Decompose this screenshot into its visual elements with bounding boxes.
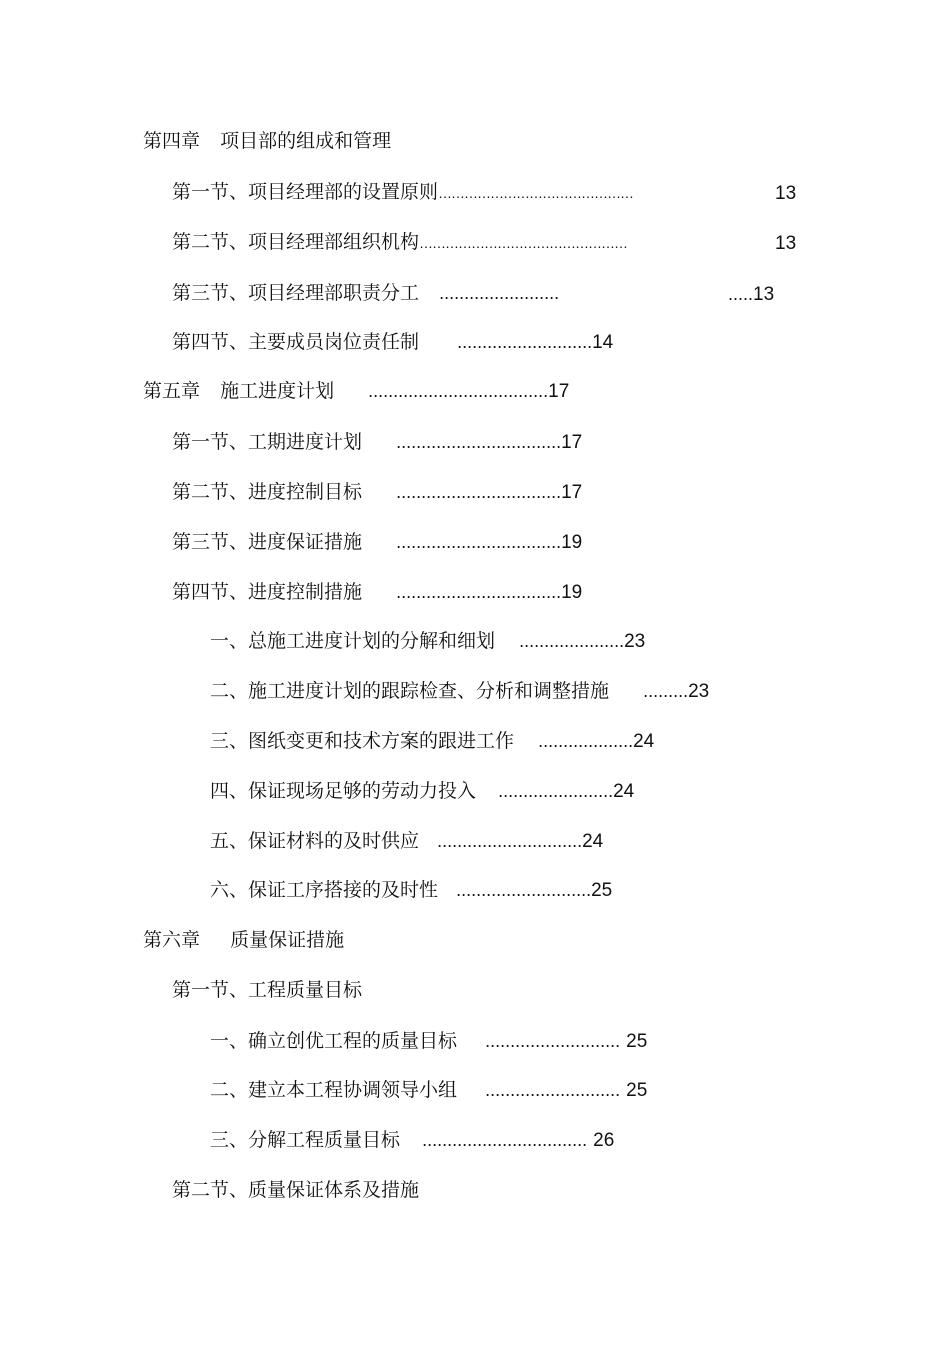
- chapter-5-title: 施工进度计划: [220, 380, 335, 402]
- toc-entry-page-group: [728, 281, 774, 307]
- toc-leader: .............................: [437, 831, 583, 851]
- toc-entry-label: 第四节、进度控制措施: [172, 581, 363, 603]
- toc-subitem: [210, 1127, 614, 1153]
- toc-subitem: [210, 728, 654, 754]
- toc-page-number: 23: [624, 631, 646, 652]
- toc-leader: ...........................: [485, 1080, 621, 1100]
- toc-entry-label: 二、施工进度计划的跟踪检查、分析和调整措施: [210, 680, 610, 702]
- chapter-5-heading: [143, 378, 569, 404]
- toc-subitem: [210, 778, 634, 804]
- toc-entry-label: 第三节、项目经理部职责分工: [172, 282, 420, 304]
- toc-page-number: 19: [561, 532, 583, 553]
- toc-subitem: [210, 877, 612, 903]
- toc-entry: [172, 1177, 419, 1203]
- toc-page-number: 24: [613, 781, 635, 802]
- toc-leader: .................................: [396, 432, 562, 452]
- toc-entry-label: 第二节、质量保证体系及措施: [172, 1179, 420, 1201]
- toc-leader: .................................: [396, 532, 562, 552]
- toc-entry: [172, 529, 582, 555]
- chapter-4-heading: [143, 128, 391, 154]
- toc-entry-label: 四、保证现场足够的劳动力投入: [210, 780, 477, 802]
- toc-page-number: 13: [775, 183, 797, 204]
- toc-page-number: 24: [633, 731, 655, 752]
- toc-entry: [172, 579, 582, 605]
- toc-leader: ....................................: [368, 381, 549, 401]
- toc-leader: .................................: [396, 582, 562, 602]
- chapter-5-number: 第五章: [143, 380, 201, 402]
- toc-entry-label: 一、总施工进度计划的分解和细划: [210, 630, 496, 652]
- chapter-6-number: 第六章: [143, 929, 201, 951]
- toc-page-number: 14: [592, 332, 614, 353]
- toc-leader: .....: [728, 284, 754, 304]
- toc-subitem: [210, 678, 709, 704]
- toc-leader: .......................: [498, 781, 614, 801]
- toc-page-number: 17: [561, 432, 583, 453]
- toc-entry: [172, 280, 559, 306]
- toc-entry-label: 第一节、工程质量目标: [172, 979, 363, 1001]
- toc-entry-label: 三、分解工程质量目标: [210, 1129, 401, 1151]
- toc-entry-label: 二、建立本工程协调领导小组: [210, 1079, 458, 1101]
- toc-entry-label: 六、保证工序搭接的及时性: [210, 879, 439, 901]
- toc-subitem: [210, 1077, 647, 1103]
- toc-leader: .........: [643, 681, 689, 701]
- toc-subitem: [210, 1028, 647, 1054]
- toc-entry-label: 第三节、进度保证措施: [172, 531, 363, 553]
- toc-page-number: 25: [626, 1080, 648, 1101]
- toc-page-number: 13: [753, 284, 775, 305]
- chapter-4-title: 项目部的组成和管理: [220, 130, 392, 152]
- toc-entry-label: 一、确立创优工程的质量目标: [210, 1030, 458, 1052]
- toc-page-number: 25: [626, 1031, 648, 1052]
- toc-entry-label: 第一节、项目经理部的设置原则: [172, 181, 439, 203]
- toc-leader: .................................: [396, 482, 562, 502]
- chapter-6-heading: [143, 927, 344, 953]
- toc-page-number: 17: [548, 381, 570, 402]
- toc-leader: ...........................: [456, 880, 592, 900]
- toc-page-number: 25: [591, 880, 613, 901]
- toc-leader: ...........................: [485, 1031, 621, 1051]
- toc-entry-label: 五、保证材料的及时供应: [210, 830, 420, 852]
- toc-page-number: 24: [582, 831, 604, 852]
- toc-page-number: 17: [561, 482, 583, 503]
- toc-leader: ........................: [439, 283, 560, 303]
- toc-leader: ………………………………………: [438, 185, 634, 201]
- toc-leader: .................................: [422, 1130, 588, 1150]
- toc-entry: [172, 977, 362, 1003]
- toc-entry-label: 第四节、主要成员岗位责任制: [172, 331, 420, 353]
- toc-entry-label: 第二节、项目经理部组织机构: [172, 231, 420, 253]
- toc-leader: .....................: [519, 631, 625, 651]
- toc-entry-label: 三、图纸变更和技术方案的跟进工作: [210, 730, 515, 752]
- toc-page-number: 19: [561, 582, 583, 603]
- toc-page-number: 26: [593, 1130, 615, 1151]
- toc-leader: ...........................: [457, 332, 593, 352]
- toc-entry: [172, 179, 633, 205]
- toc-entry: [172, 429, 582, 455]
- toc-leader: …………………………………………: [419, 235, 628, 251]
- toc-leader: ...................: [538, 731, 634, 751]
- toc-entry-label: 第二节、进度控制目标: [172, 481, 363, 503]
- chapter-4-number: 第四章: [143, 130, 201, 152]
- toc-subitem: [210, 828, 603, 854]
- toc-entry-label: 第一节、工期进度计划: [172, 431, 363, 453]
- toc-page-number: 13: [775, 233, 797, 254]
- toc-subitem: [210, 628, 645, 654]
- toc-entry: [172, 479, 582, 505]
- toc-page-number: 23: [688, 681, 710, 702]
- toc-entry: [172, 329, 613, 355]
- toc-entry: [172, 229, 627, 255]
- chapter-6-title: 质量保证措施: [230, 929, 345, 951]
